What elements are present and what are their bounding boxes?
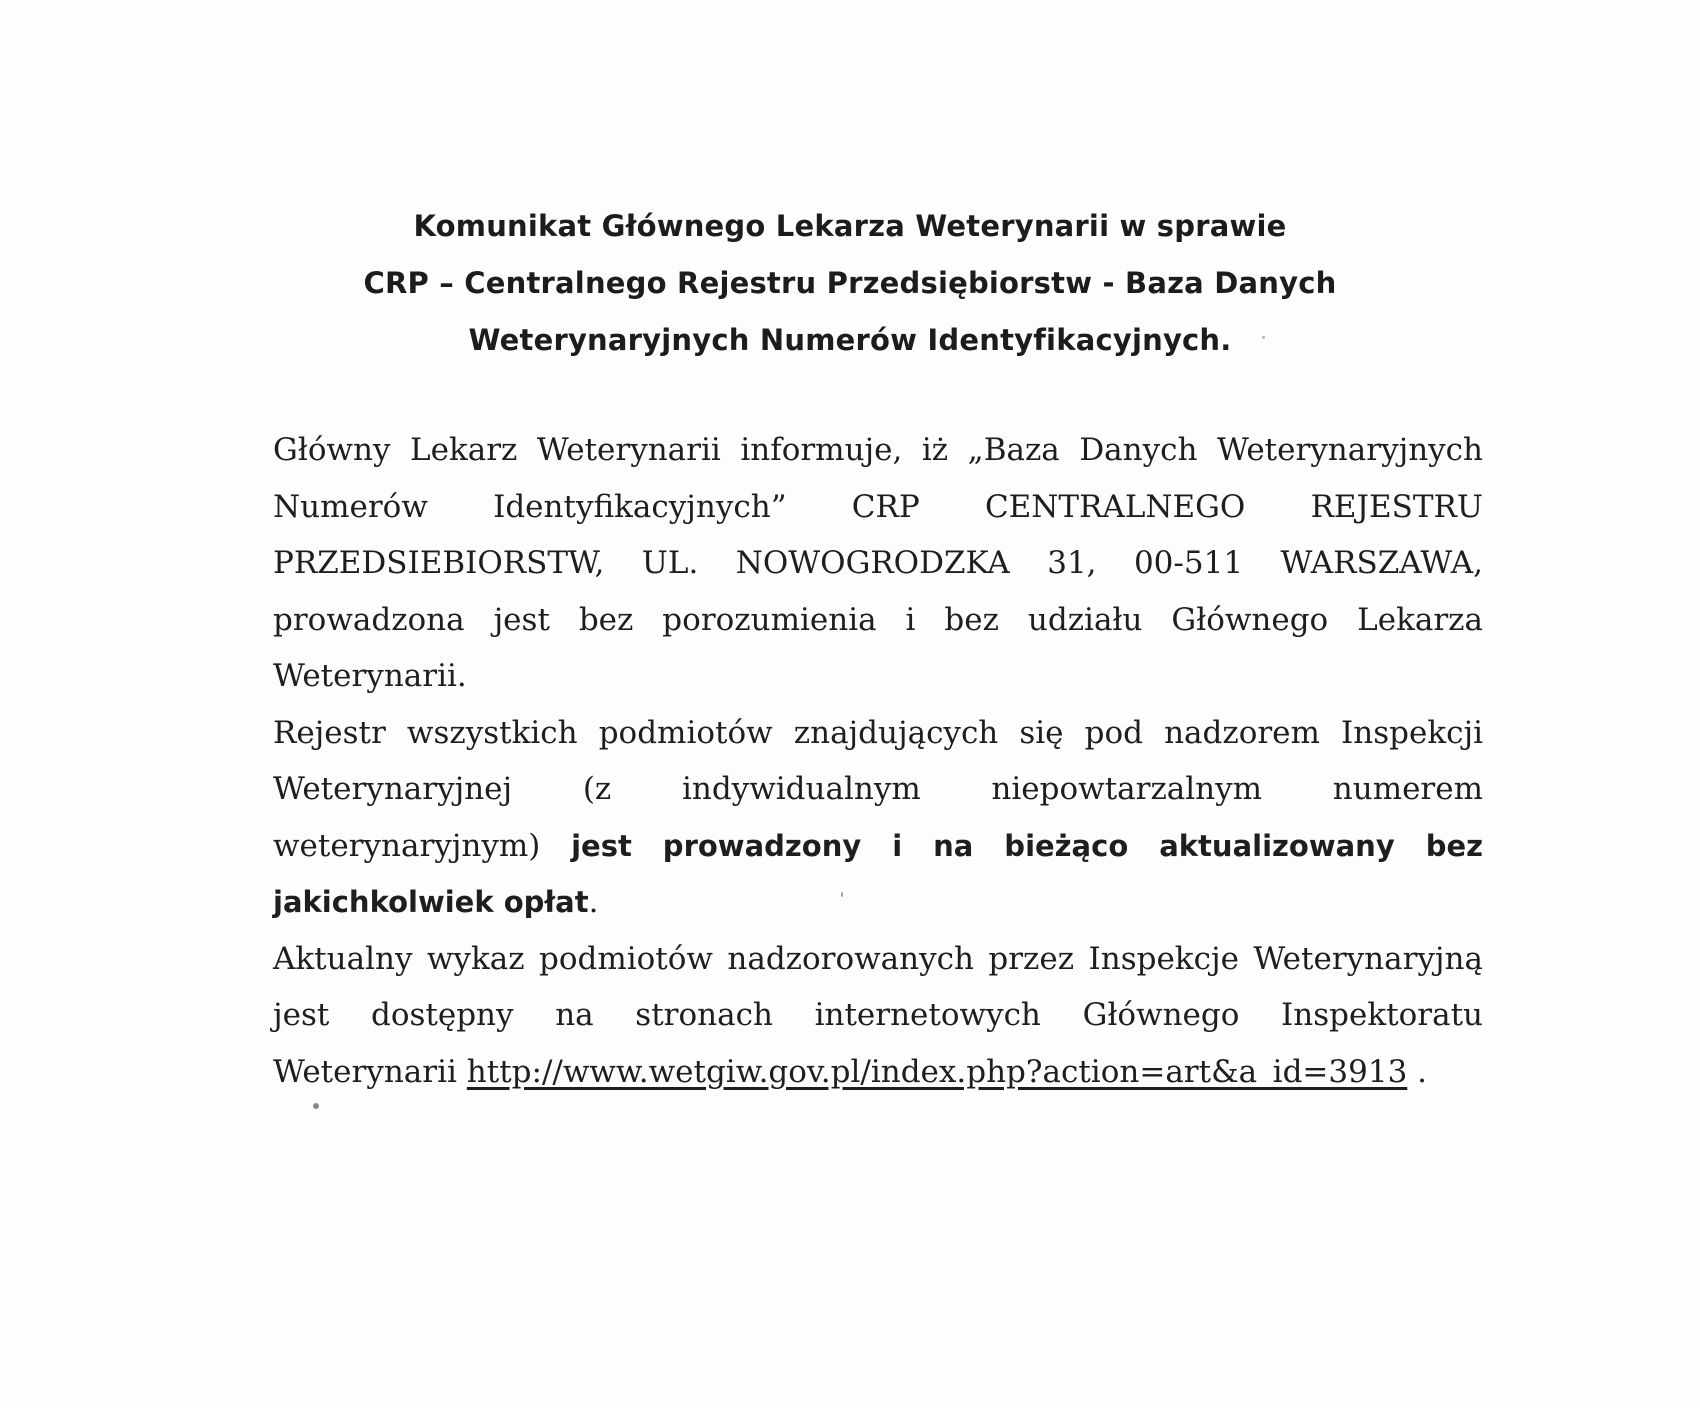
paragraph-1: Główny Lekarz Weterynarii informuje, iż „Baza Danych Weterynaryjnych Numerów Identyfikacyjnych” CRP CENTRALNEGO REJESTRU PRZEDSIEBIORSTW, UL. NOWOGRODZKA 31, 00-511 WARSZAWA, prowadzona jest bez porozumienia i bez udziału Głównego Lekarza Weterynarii. <box>273 432 1483 694</box>
document-body <box>273 422 1483 1100</box>
title-line-2: CRP – Centralnego Rejestru Przedsiębiorstw - Baza Danych <box>363 266 1337 300</box>
paragraph-2-end: . <box>588 884 599 920</box>
paragraph-3-end: . <box>1407 1053 1428 1090</box>
paragraph-3 <box>273 931 1483 1101</box>
title-line-3: Weterynaryjnych Numerów Identyfikacyjnych. <box>468 323 1232 357</box>
document-title <box>330 198 1370 369</box>
scan-speck <box>1262 336 1265 339</box>
wetgiw-link[interactable]: http://www.wetgiw.gov.pl/index.php?action=art&a_id=3913 <box>466 1053 1408 1090</box>
title-line-1: Komunikat Głównego Lekarza Weterynarii w sprawie <box>413 209 1287 243</box>
paragraph-2 <box>273 705 1483 931</box>
scan-speck <box>313 1103 319 1109</box>
paragraph-2-bold: jest prowadzony i na bieżąco aktualizowany bez jakichkolwiek opłat <box>273 828 1484 919</box>
paragraph-2-text: Rejestr wszystkich podmiotów znajdujących się pod nadzorem Inspekcji Weterynaryjnej (z indywidualnym niepowtarzalnym numerem weterynaryjnym) <box>273 714 1483 864</box>
paragraph-3-text: Aktualny wykaz podmiotów nadzorowanych przez Inspekcje Weterynaryjną jest dostępny na stronach internetowych Głównego Inspektoratu Weterynarii <box>273 940 1483 1090</box>
scan-speck <box>841 892 843 897</box>
